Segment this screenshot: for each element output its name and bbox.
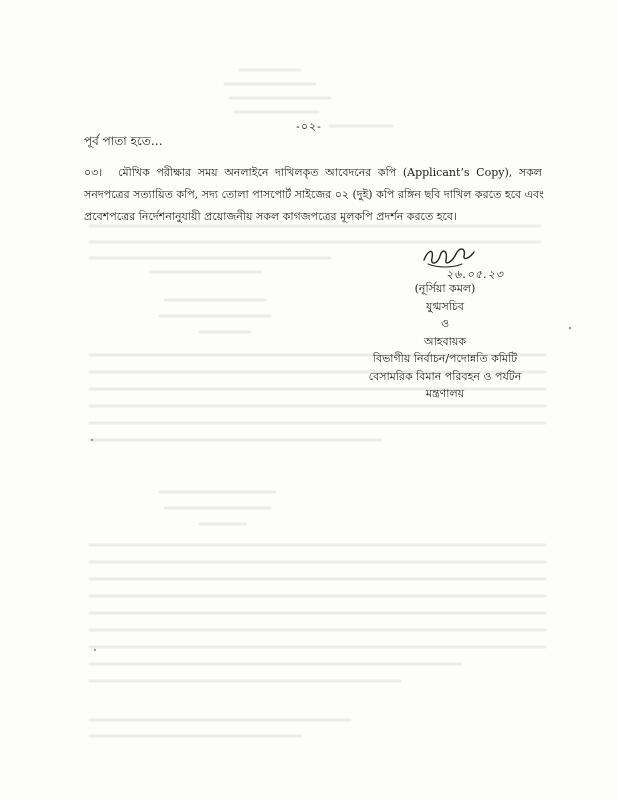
paragraph-03 — [84, 162, 542, 228]
signatory-block — [336, 280, 554, 403]
signatory-name: (নূর্সিয়া কমল) — [414, 282, 476, 295]
signatory-designation: যুগ্মসচিব — [426, 299, 464, 313]
paragraph-line-1 — [84, 162, 542, 184]
page-number: -০২- — [296, 120, 322, 133]
paragraph-line-3: প্রবেশপত্রের নির্দেশনানুযায়ী প্রয়োজনীয় সকল কাগজপত্রের মূলকপি প্রদর্শন করতে হবে। — [84, 210, 457, 223]
signatory-conjunction: ও — [440, 317, 450, 330]
signature-date: ২৬.০৫.২৩ — [446, 268, 504, 281]
paragraph-line-2: সনদপত্রের সত্যায়িত কপি, সদ্য তোলা পাসপোর্ট সাইজের ০২ (দুই) কপি রঙ্গিন ছবি দাখিল করতে হবে এবং — [84, 188, 544, 201]
paragraph-line-1-text: মৌখিক পরীক্ষার সময় অনলাইনে দাখিলকৃত আবেদনের কপি (Applicant’s Copy), সকল — [118, 166, 542, 179]
signatory-ministry-line1: বেসামরিক বিমান পরিবহন ও পর্যটন — [368, 369, 522, 383]
continued-from-note: পূর্ব পাতা হতে… — [84, 134, 163, 148]
signatory-role: আহবায়ক — [423, 334, 467, 348]
signatory-committee: বিভাগীয় নির্বাচন/পদোন্নতি কমিটি — [372, 352, 518, 365]
paragraph-number: ০৩। — [84, 166, 103, 179]
signatory-ministry-line2: মন্ত্রণালয় — [425, 387, 465, 400]
